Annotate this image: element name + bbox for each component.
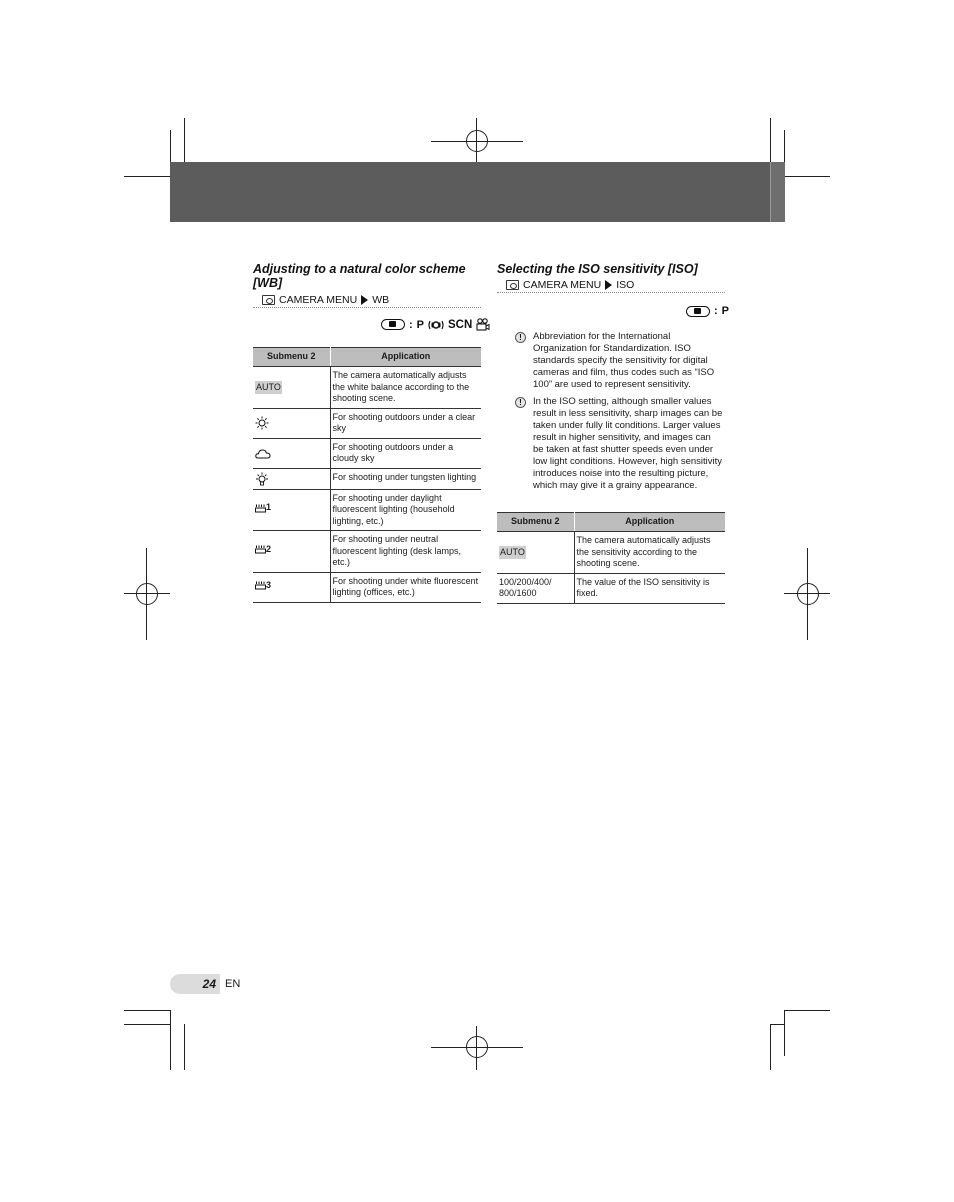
iso-note-sensitivity: In the ISO setting, although smaller values result in less sensitivity, sharp images can be taken under fully lit conditions. Larger values result in higher sensitivity, and images can be taken at fast shutter speeds even under low light conditions. However, high sensitivity introduces noise into the resulting picture, which may give it a grainy appearance. bbox=[533, 396, 723, 491]
menu-divider bbox=[253, 307, 481, 308]
iso-table bbox=[497, 512, 725, 604]
table-row bbox=[253, 438, 481, 468]
wb-title-line2: [WB] bbox=[253, 276, 283, 290]
table-row bbox=[253, 572, 481, 602]
camera-mode-icon bbox=[381, 319, 405, 330]
wb-title-line1: Adjusting to a natural color scheme bbox=[253, 262, 466, 276]
movie-mode-icon bbox=[476, 318, 490, 331]
camera-menu-label: CAMERA MENU bbox=[523, 279, 602, 291]
fluorescent-number: 2 bbox=[266, 543, 272, 554]
table-header-row bbox=[497, 513, 725, 532]
fluorescent-3-icon bbox=[255, 580, 271, 592]
iso-menu-path bbox=[506, 279, 634, 291]
auto-badge: AUTO bbox=[256, 381, 281, 392]
application-cell: For shooting outdoors under a clear sky bbox=[330, 408, 481, 438]
menu-item-wb: WB bbox=[372, 294, 390, 306]
table-row bbox=[497, 573, 725, 603]
column-header-submenu: Submenu 2 bbox=[497, 513, 574, 532]
header-edge-tab bbox=[770, 162, 785, 222]
arrow-right-icon bbox=[605, 280, 612, 290]
iso-section-title: Selecting the ISO sensitivity [ISO] bbox=[497, 262, 698, 276]
wb-mode-icons bbox=[381, 318, 490, 331]
application-cell: For shooting under neutral fluorescent lighting (desk lamps, etc.) bbox=[330, 531, 481, 573]
camera-menu-icon bbox=[506, 280, 519, 290]
tungsten-icon bbox=[255, 472, 328, 486]
camera-menu-icon bbox=[262, 295, 275, 305]
page-number: 24 bbox=[202, 977, 216, 991]
menu-item-iso: ISO bbox=[616, 279, 635, 291]
column-header-application: Application bbox=[574, 513, 725, 532]
application-cell: For shooting under daylight fluorescent lighting (household lighting, etc.) bbox=[330, 489, 481, 531]
colon-separator: : bbox=[714, 305, 718, 317]
program-mode-label: P bbox=[721, 305, 730, 317]
camera-mode-icon bbox=[686, 306, 710, 317]
submenu-cell: 100/200/400/ 800/1600 bbox=[497, 573, 574, 603]
wb-table bbox=[253, 347, 481, 603]
colon-separator: : bbox=[409, 318, 413, 331]
note-icon: ! bbox=[515, 332, 526, 343]
application-cell: The camera automatically adjusts the white balance according to the shooting scene. bbox=[330, 367, 481, 409]
table-row bbox=[253, 367, 481, 409]
application-cell: For shooting under tungsten lighting bbox=[330, 468, 481, 489]
menu-divider bbox=[497, 292, 725, 293]
scene-mode-label: SCN bbox=[448, 318, 473, 331]
iso-note-definition: Abbreviation for the International Organization for Standardization. ISO standards specify the sensitivity for digital cameras and film, thus codes such as “ISO 100” are used to represent sensitivity. bbox=[533, 331, 715, 390]
application-cell: For shooting under white fluorescent lighting (offices, etc.) bbox=[330, 572, 481, 602]
wb-menu-path bbox=[262, 294, 389, 306]
table-header-row bbox=[253, 348, 481, 367]
sunny-icon bbox=[255, 416, 328, 430]
fluorescent-2-icon bbox=[255, 544, 271, 556]
column-header-application: Application bbox=[330, 348, 481, 367]
camera-menu-label: CAMERA MENU bbox=[279, 294, 358, 306]
note-icon: ! bbox=[515, 397, 526, 408]
table-row bbox=[253, 408, 481, 438]
header-band bbox=[170, 162, 784, 222]
fluorescent-number: 1 bbox=[266, 502, 272, 513]
auto-badge: AUTO bbox=[500, 546, 525, 557]
application-cell: The value of the ISO sensitivity is fixed. bbox=[574, 573, 725, 603]
fluorescent-number: 3 bbox=[266, 579, 272, 590]
arrow-right-icon bbox=[361, 295, 368, 305]
application-cell: The camera automatically adjusts the sensitivity according to the shooting scene. bbox=[574, 532, 725, 574]
table-row bbox=[253, 489, 481, 531]
table-row bbox=[253, 468, 481, 489]
wb-section-title bbox=[253, 262, 483, 290]
page-number-tab bbox=[170, 974, 220, 994]
application-cell: For shooting outdoors under a cloudy sky bbox=[330, 438, 481, 468]
column-header-submenu: Submenu 2 bbox=[253, 348, 330, 367]
cloudy-icon bbox=[255, 448, 328, 459]
dis-mode-icon bbox=[428, 319, 444, 331]
table-row bbox=[497, 532, 725, 574]
table-row bbox=[253, 531, 481, 573]
fluorescent-1-icon bbox=[255, 502, 271, 514]
program-mode-label: P bbox=[416, 318, 425, 331]
page-language: EN bbox=[225, 978, 241, 990]
iso-mode-icons bbox=[686, 305, 729, 317]
